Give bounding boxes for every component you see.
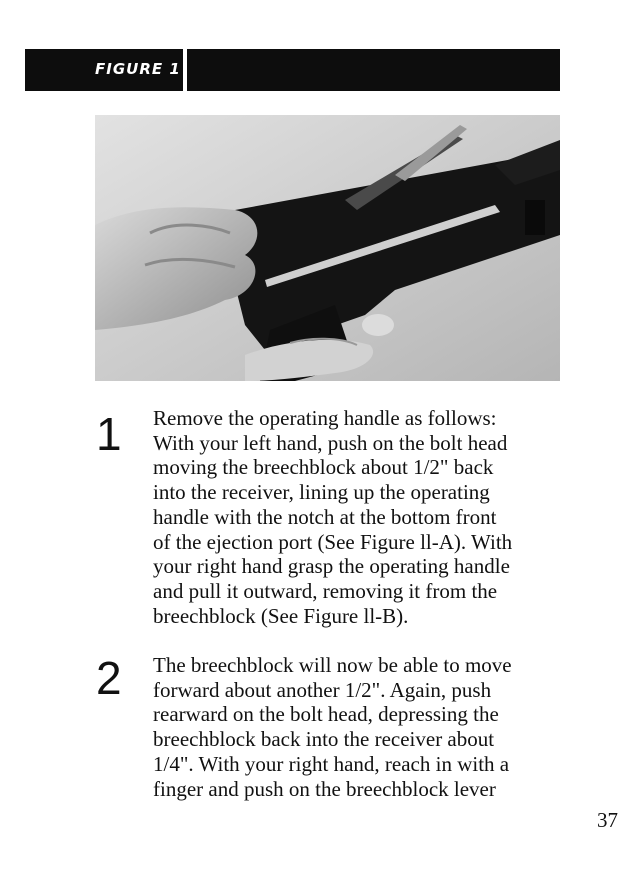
step-line: The breechblock will now be able to move (153, 653, 512, 677)
step-line: of the ejection port (See Figure ll-A). With (153, 529, 513, 554)
figure-label: FIGURE 1 (95, 60, 181, 78)
step-line: your right hand grasp the operating handle (153, 554, 510, 579)
step-line: breechblock (See Figure ll-B). (153, 603, 409, 628)
step-line: forward about another 1/2". Again, push (153, 677, 492, 702)
step-number: 2 (96, 652, 122, 704)
step-line: Remove the operating handle as follows: (153, 406, 497, 430)
step-line: breechblock back into the receiver about (153, 727, 495, 752)
step-line: into the receiver, lining up the operating (153, 480, 490, 505)
step-line: 1/4". With your right hand, reach in with a (153, 751, 510, 776)
figure-photo (95, 115, 560, 381)
step-text (153, 653, 573, 801)
step-number: 1 (96, 408, 122, 460)
firearm-photo-illustration (95, 115, 560, 381)
step-line: With your left hand, push on the bolt head (153, 430, 508, 455)
page-number: 37 (597, 808, 618, 832)
step-line: finger and push on the breechblock lever (153, 776, 496, 801)
step-line: rearward on the bolt head, depressing the (153, 702, 499, 727)
figure-header-bar (25, 49, 560, 91)
step-line: handle with the notch at the bottom front (153, 504, 497, 529)
figure-bar-divider (183, 49, 187, 91)
step-line: and pull it outward, removing it from the (153, 578, 498, 603)
step-text (153, 406, 573, 628)
step-line: moving the breechblock about 1/2" back (153, 455, 494, 480)
